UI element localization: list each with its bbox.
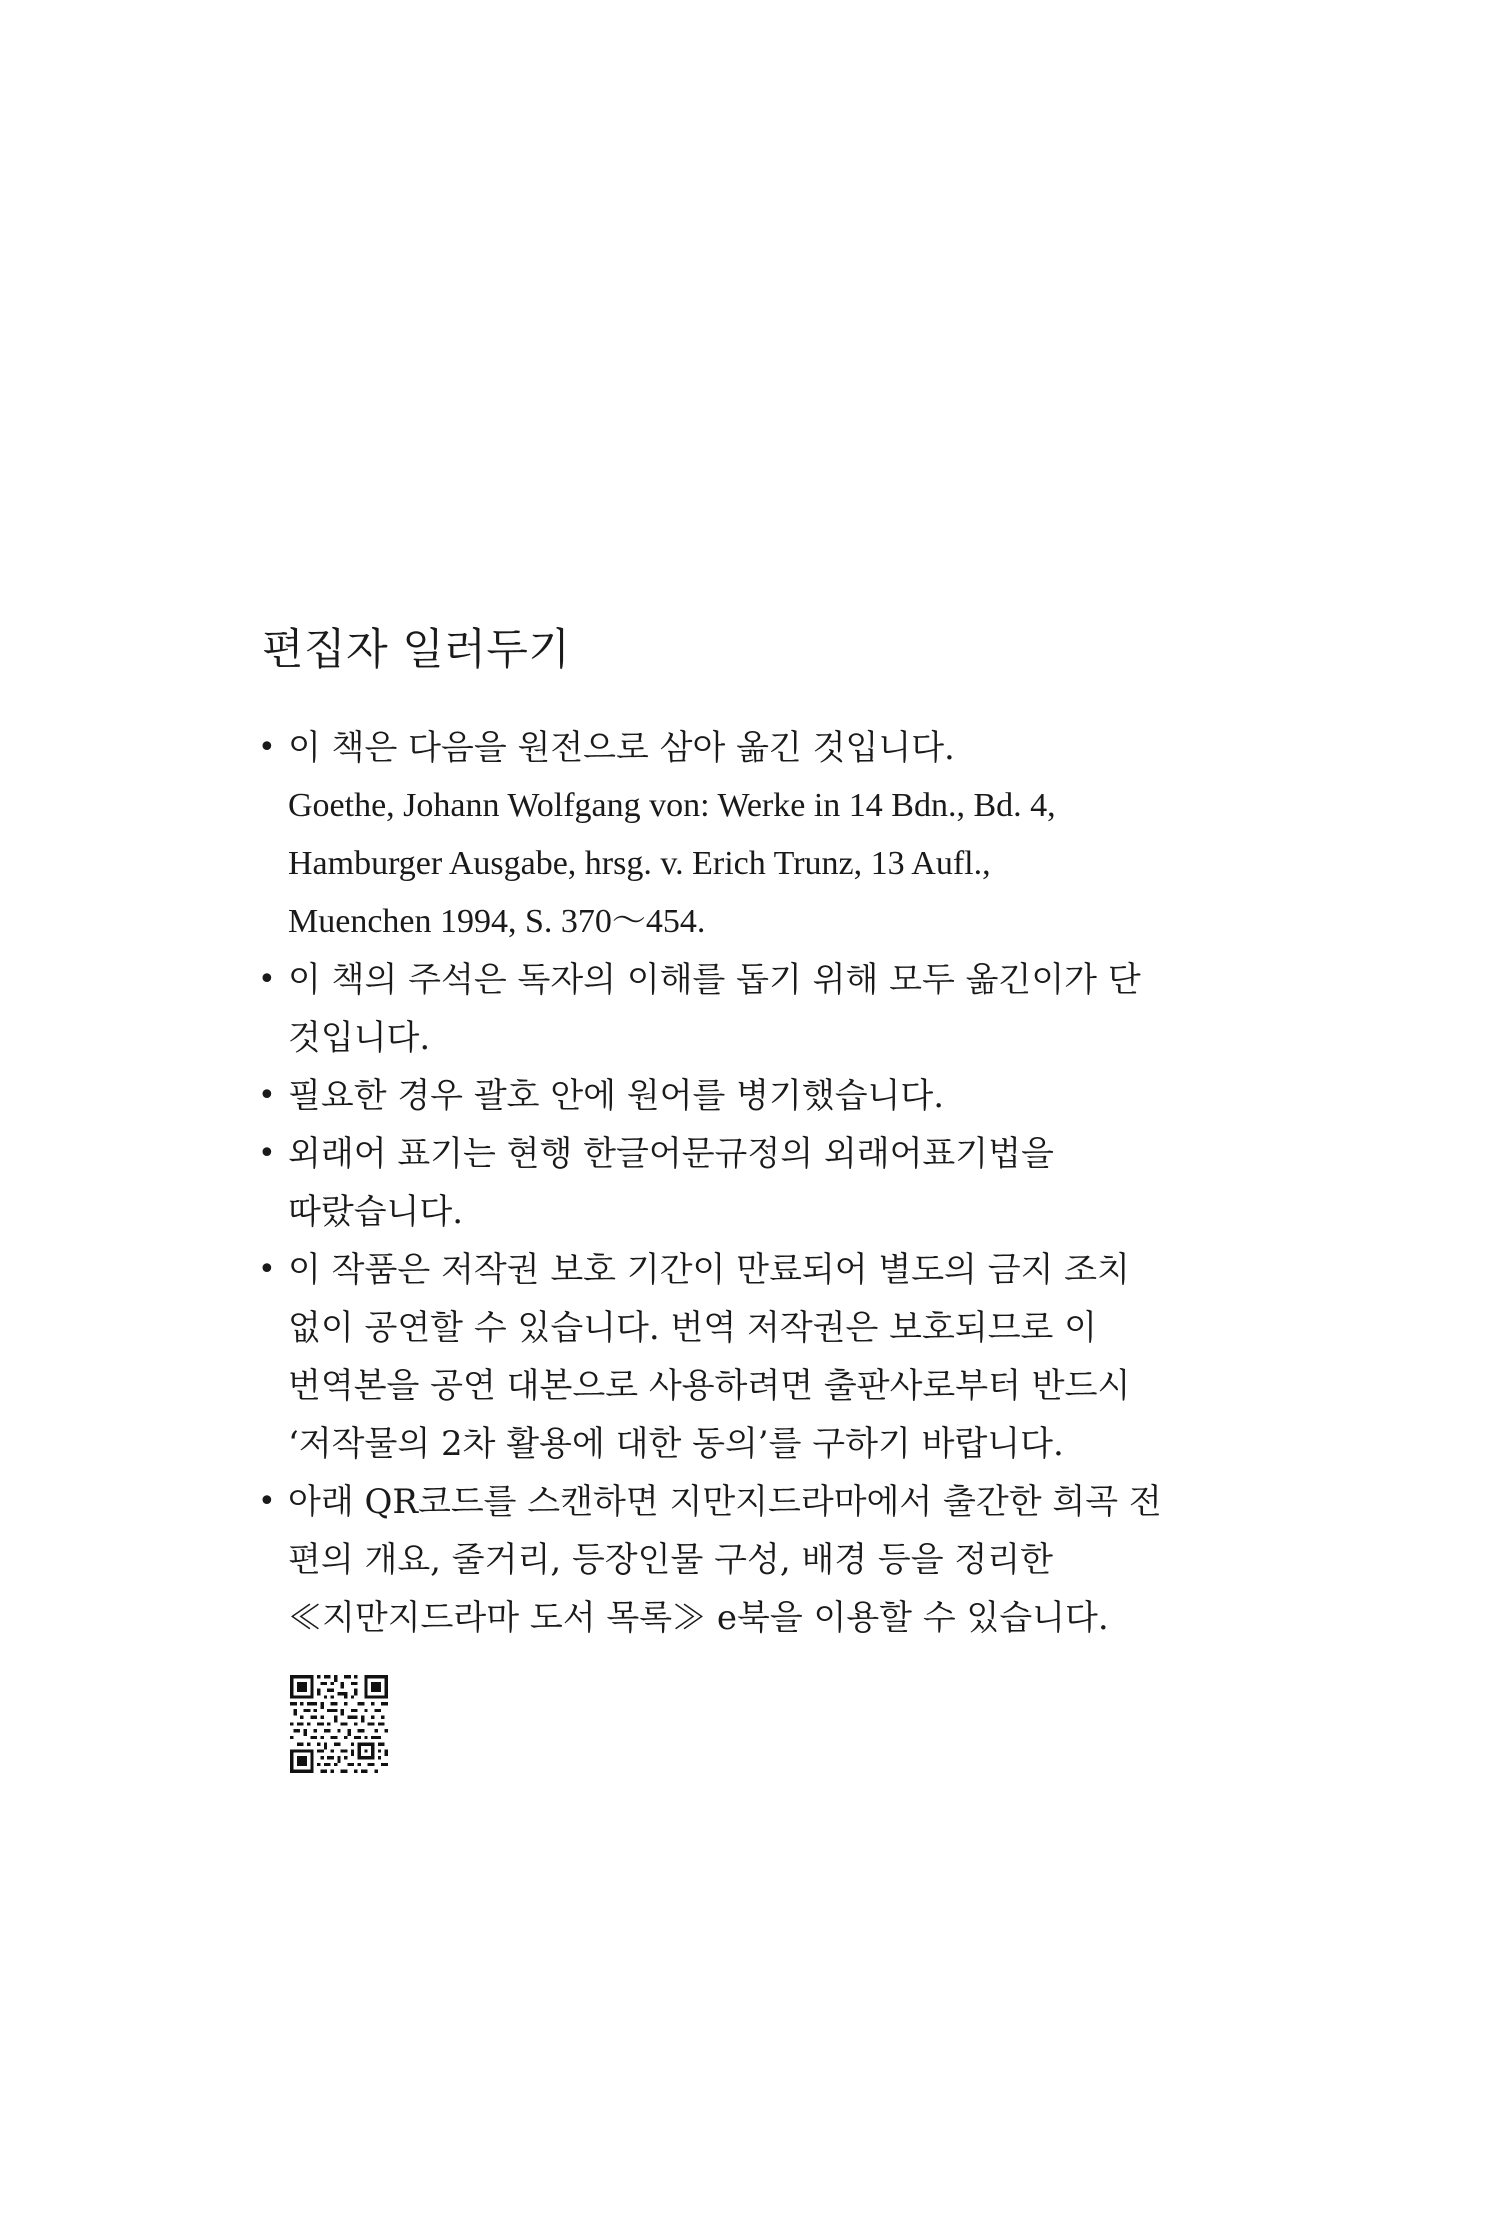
note-item-source: [258, 719, 1182, 951]
note-line: 편의 개요, 줄거리, 등장인물 구성, 배경 등을 정리한: [288, 1540, 1053, 1580]
note-line: 이 책은 다음을 원전으로 삼아 옮긴 것입니다.: [288, 728, 955, 768]
note-line: 따랐습니다.: [288, 1192, 464, 1232]
note-item-annotations: [258, 951, 1182, 1067]
note-line: 필요한 경우 괄호 안에 원어를 병기했습니다.: [288, 1076, 945, 1116]
source-citation-line: Hamburger Ausgabe, hrsg. v. Erich Trunz, 13 Aufl.,: [288, 845, 991, 882]
page-title: 편집자 일러두기: [262, 625, 571, 675]
page-content: [258, 615, 1182, 1777]
source-citation-line: Goethe, Johann Wolfgang von: Werke in 14 Bdn., Bd. 4,: [288, 787, 1056, 824]
bullet-icon: •: [258, 730, 276, 765]
bullet-icon: •: [258, 1078, 276, 1113]
bullet-icon: •: [258, 1484, 276, 1519]
bullet-icon: •: [258, 1252, 276, 1287]
note-line: 없이 공연할 수 있습니다. 번역 저작권은 보호되므로 이: [288, 1308, 1098, 1348]
note-item-original-terms: [258, 1067, 1182, 1125]
note-line: 외래어 표기는 현행 한글어문규정의 외래어표기법을: [288, 1134, 1054, 1174]
note-line: 이 책의 주석은 독자의 이해를 돕기 위해 모두 옮긴이가 단: [288, 960, 1141, 1000]
note-line: 것입니다.: [288, 1018, 431, 1058]
bullet-icon: •: [258, 1136, 276, 1171]
note-line: 아래 QR코드를 스캔하면 지만지드라마에서 출간한 희곡 전: [288, 1482, 1162, 1522]
note-line: 이 작품은 저작권 보호 기간이 만료되어 별도의 금지 조치: [288, 1250, 1130, 1290]
note-item-copyright: [258, 1241, 1182, 1473]
note-line: ‘저작물의 2차 활용에 대한 동의’를 구하기 바랍니다.: [288, 1424, 1064, 1464]
notes-list: [258, 719, 1182, 1647]
note-line: ≪지만지드라마 도서 목록≫ e북을 이용할 수 있습니다.: [288, 1598, 1109, 1638]
qr-code-icon[interactable]: [290, 1675, 388, 1773]
bullet-icon: •: [258, 962, 276, 997]
note-item-qr-catalog: [258, 1473, 1182, 1647]
source-citation-line: Muenchen 1994, S. 370～454.: [288, 903, 706, 940]
note-item-transliteration: [258, 1125, 1182, 1241]
note-line: 번역본을 공연 대본으로 사용하려면 출판사로부터 반드시: [288, 1366, 1131, 1406]
